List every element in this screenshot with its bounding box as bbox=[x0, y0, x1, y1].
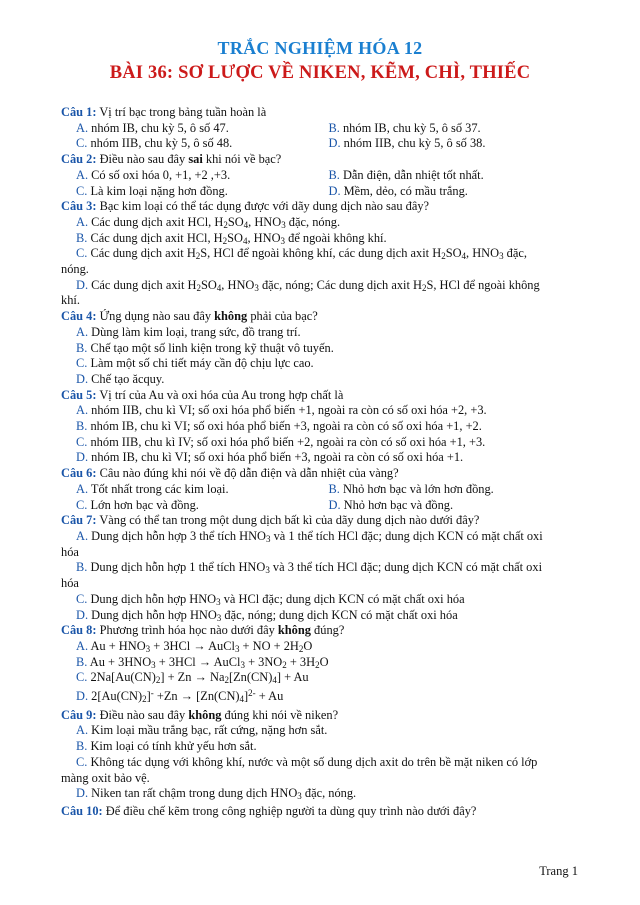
question-list: Câu 1: Vị trí bạc trong bảng tuần hoàn là A. nhóm IB, chu kỳ 5, ô số 47. B. nhóm IB, chu kỳ 5, ô số 37. C. nhóm IIB, chu kỳ 5, ô số 48. D. nhóm IIB, chu kỳ 5, ô số 38. Câu 2: Điều nào sau đây sai khi nói về bạc? A. Có số oxi hóa 0, +1, +2 ,+3. B. Dẫn điện, dẫn nhiệt tốt nhất. C. Là kim loại nặng hơn đồng. D. Mềm, dẻo, có mầu trắng. Câu 3: Bạc kim loại có thể tác dụng được với dãy dung dịch nào sau đây? A. Các dung dịch axit HCl, $H_2SO_4$, $HNO_3$ đặc, nóng. B. Các dung dịch axit HCl, $H_2SO_4$, $HNO_3$ để ngoài không khí. C. Các dung dịch axit $H_2S$, HCl để ngoài không khí, các dung dịch axit $H_2SO_4$, $HNO_3$ đặc, nóng. D. Các dung dịch axit $H_2SO_4$, $HNO_3$ đặc, nóng; Các dung dịch axit $H_2S$, HCl để ngoài không khí. Câu 4: Ứng dụng nào sau đây không phải của bạc? A. Dùng làm kim loại, trang sức, đồ trang trí. B. Chế tạo một số linh kiện trong kỹ thuật vô tuyến. C. Làm một số chi tiết máy cần độ chịu lực cao. D. Chế tạo ăcquy. Câu 5: Vị trí của Au và oxi hóa của Au trong hợp chất là A. nhóm IIB, chu kì VI; số oxi hóa phổ biến +1, ngoài ra còn có số oxi hóa +2, +3. B. nhóm IB, chu kì VI; số oxi hóa phổ biến +3, ngoài ra còn có số oxi hóa +1, +2. C. nhóm IIB, chu kì IV; số oxi hóa phổ biến +2, ngoài ra còn có số oxi hóa +1, +3. D. nhóm IB, chu kì VI; số oxi hóa phổ biến +3, ngoài ra còn có số oxi hóa +1. Câu 6: Câu nào đúng khi nói về độ dẫn điện và dẫn nhiệt của vàng? A. Tốt nhất trong các kim loại. B. Nhỏ hơn bạc và lớn hơn đồng. C. Lớn hơn bạc và đồng. D. Nhỏ hơn bạc và đồng. Câu 7: Vàng có thể tan trong một dung dịch bất kì của dãy dung dịch nào dưới đây? A. Dung dịch hỗn hợp 3 thể tích $HNO_3$ và 1 thể tích HCl đặc; dung dịch KCN có mặt chất oxi hóa B. Dung dịch hỗn hợp 1 thể tích $HNO_3$ và 3 thể tích HCl đặc; dung dịch KCN có mặt chất oxi hóa C. Dung dịch hỗn hợp $HNO_3$ và HCl đặc; dung dịch KCN có mặt chất oxi hóa D. Dung dịch hỗn hợp $HNO_3$ đặc, nóng; dung dịch KCN có mặt chất oxi hóa Câu 8: Phương trình hóa học nào dưới đây không đúng? A. $Au + HNO_3 + 3HCl$ → AuCl$_3$ + NO + $2H_2O$ B. $Au + 3HNO_3 + 3HCl$ → AuCl$_3$ + $3NO_2 + 3H_2O$ C. $2Na[Au(CN)_2] + Zn \to Na_2[Zn(CN)_4] + Au$ D. $2[Au(CN)_2]^- +Zn \to [Zn(CN)_4]^{2-} + Au$ Câu 9: Điều nào sau đây không đúng khi nói về niken? A. Kim loại mầu trắng bạc, rất cứng, nặng hơn sắt. B. Kim loại có tính khử yếu hơn sắt. C. Không tác dụng với không khí, nước và một số dung dịch axit do trên bề mặt niken có lớp màng oxit bảo vệ. D. Niken tan rất chậm trong dung dịch $HNO_3$ đặc, nóng. Câu 10: Để điều chế kẽm trong công nghiệp người ta dùng quy trình nào dưới đây? bbox=[61, 105, 581, 820]
option-b[interactable]: B. Nhỏ hơn bạc và lớn hơn đồng. bbox=[328, 481, 494, 496]
page-number: Trang 1 bbox=[539, 864, 578, 878]
option-d[interactable]: D. Mềm, dẻo, có mầu trắng. bbox=[328, 183, 468, 198]
question-6: Câu 6: Câu nào đúng khi nói về độ dẫn điện và dẫn nhiệt của vàng? bbox=[61, 466, 399, 481]
option-b[interactable]: B. Kim loại có tính khử yếu hơn sắt. bbox=[76, 739, 257, 754]
option-a[interactable]: A. nhóm IB, chu kỳ 5, ô số 47. bbox=[76, 120, 229, 135]
option-a[interactable]: A. Dùng làm kim loại, trang sức, đồ trang trí. bbox=[76, 324, 301, 339]
doc-title: TRẮC NGHIỆM HÓA 12 bbox=[217, 38, 423, 58]
option-c[interactable]: C. Lớn hơn bạc và đồng. bbox=[76, 497, 199, 512]
question-7: Câu 7: Vàng có thể tan trong một dung dịch bất kì của dãy dung dịch nào dưới đây? bbox=[61, 513, 480, 528]
question-2: Câu 2: Điều nào sau đây sai khi nói về bạc? bbox=[61, 152, 282, 167]
question-5: Câu 5: Vị trí của Au và oxi hóa của Au trong hợp chất là bbox=[61, 387, 344, 402]
option-a[interactable]: A. Các dung dịch axit HCl, $H_2SO_4$, $HNO_3$ đặc, nóng. bbox=[76, 214, 341, 230]
question-9: Câu 9: Điều nào sau đây không đúng khi nói về niken? bbox=[61, 707, 339, 722]
option-a[interactable]: A. nhóm IIB, chu kì VI; số oxi hóa phổ biến +1, ngoài ra còn có số oxi hóa +2, +3. bbox=[76, 403, 487, 418]
option-d[interactable]: D. Các dung dịch axit $H_2SO_4$, $HNO_3$ đặc, nóng; Các dung dịch axit $H_2S$, HCl để ngoài không bbox=[76, 277, 540, 293]
option-d[interactable]: D. Dung dịch hỗn hợp $HNO_3$ đặc, nóng; dung dịch KCN có mặt chất oxi hóa bbox=[76, 607, 458, 623]
option-d[interactable]: D. Nhỏ hơn bạc và đồng. bbox=[328, 497, 454, 512]
option-a[interactable]: A. Có số oxi hóa 0, +1, +2 ,+3. bbox=[76, 167, 231, 182]
option-b[interactable]: B. $Au + 3HNO_3 + 3HCl$ → AuCl$_3$ + $3NO_2 + 3H_2O$ bbox=[76, 654, 329, 670]
question-1-options bbox=[61, 121, 581, 137]
option-d[interactable]: D. nhóm IIB, chu kỳ 5, ô số 38. bbox=[328, 136, 486, 151]
option-b[interactable]: B. Dẫn điện, dẫn nhiệt tốt nhất. bbox=[328, 167, 484, 182]
option-c[interactable]: C. nhóm IIB, chu kỳ 5, ô số 48. bbox=[76, 136, 233, 151]
question-10: Câu 10: Để điều chế kẽm trong công nghiệp người ta dùng quy trình nào dưới đây? bbox=[61, 803, 477, 818]
doc-subtitle: BÀI 36: SƠ LƯỢC VỀ NIKEN, KẼM, CHÌ, THIẾC bbox=[109, 63, 531, 83]
option-c[interactable]: C. Các dung dịch axit $H_2S$, HCl để ngoài không khí, các dung dịch axit $H_2SO_4$, $HNO_3$ đặc, bbox=[76, 246, 527, 262]
option-d[interactable]: D. nhóm IB, chu kì VI; số oxi hóa phổ biến +3, ngoài ra còn có số oxi hóa +1. bbox=[76, 450, 464, 465]
option-b[interactable]: B. Dung dịch hỗn hợp 1 thể tích $HNO_3$ và 3 thể tích HCl đặc; dung dịch KCN có mặt chất oxi bbox=[76, 560, 543, 576]
option-c[interactable]: C. Là kim loại nặng hơn đồng. bbox=[76, 183, 228, 198]
question-3: Câu 3: Bạc kim loại có thể tác dụng được với dãy dung dịch nào sau đây? bbox=[61, 199, 430, 214]
option-a[interactable]: A. $Au + HNO_3 + 3HCl$ → AuCl$_3$ + NO + $2H_2O$ bbox=[76, 638, 313, 654]
option-a[interactable]: A. Kim loại mầu trắng bạc, rất cứng, nặng hơn sắt. bbox=[76, 723, 328, 738]
option-b[interactable]: B. nhóm IB, chu kỳ 5, ô số 37. bbox=[328, 120, 481, 135]
question-8: Câu 8: Phương trình hóa học nào dưới đây không đúng? bbox=[61, 623, 345, 638]
option-d[interactable]: D. Chế tạo ăcquy. bbox=[76, 371, 165, 386]
option-b[interactable]: B. Chế tạo một số linh kiện trong kỹ thuật vô tuyến. bbox=[76, 340, 334, 355]
option-a[interactable]: A. Tốt nhất trong các kim loại. bbox=[76, 481, 229, 496]
question-1: Câu 1: Vị trí bạc trong bảng tuần hoàn là bbox=[61, 105, 267, 119]
option-c[interactable]: C. Làm một số chi tiết máy cần độ chịu lực cao. bbox=[76, 356, 314, 371]
option-c[interactable]: C. nhóm IIB, chu kì IV; số oxi hóa phổ biến +2, ngoài ra còn có số oxi hóa +1, +3. bbox=[76, 434, 486, 449]
option-b[interactable]: B. nhóm IB, chu kì VI; số oxi hóa phổ biến +3, ngoài ra còn có số oxi hóa +1, +2. bbox=[76, 419, 482, 434]
option-b[interactable]: B. Các dung dịch axit HCl, $H_2SO_4$, $HNO_3$ để ngoài không khí. bbox=[76, 230, 387, 246]
option-c[interactable]: C. Không tác dụng với không khí, nước và một số dung dịch axit do trên bề mặt niken có lớp bbox=[76, 754, 538, 769]
option-c[interactable]: C. $2Na[Au(CN)_2] + Zn \to Na_2[Zn(CN)_4] + Au$ bbox=[76, 670, 309, 686]
option-d[interactable]: D. $2[Au(CN)_2]^- +Zn \to [Zn(CN)_4]^{2-} + Au$ bbox=[76, 688, 284, 705]
question-4: Câu 4: Ứng dụng nào sau đây không phải của bạc? bbox=[61, 309, 318, 324]
option-d[interactable]: D. Niken tan rất chậm trong dung dịch $HNO_3$ đặc, nóng. bbox=[76, 786, 357, 802]
option-a[interactable]: A. Dung dịch hỗn hợp 3 thể tích $HNO_3$ và 1 thể tích HCl đặc; dung dịch KCN có mặt chất oxi bbox=[76, 528, 543, 544]
option-c[interactable]: C. Dung dịch hỗn hợp $HNO_3$ và HCl đặc; dung dịch KCN có mặt chất oxi hóa bbox=[76, 591, 465, 607]
